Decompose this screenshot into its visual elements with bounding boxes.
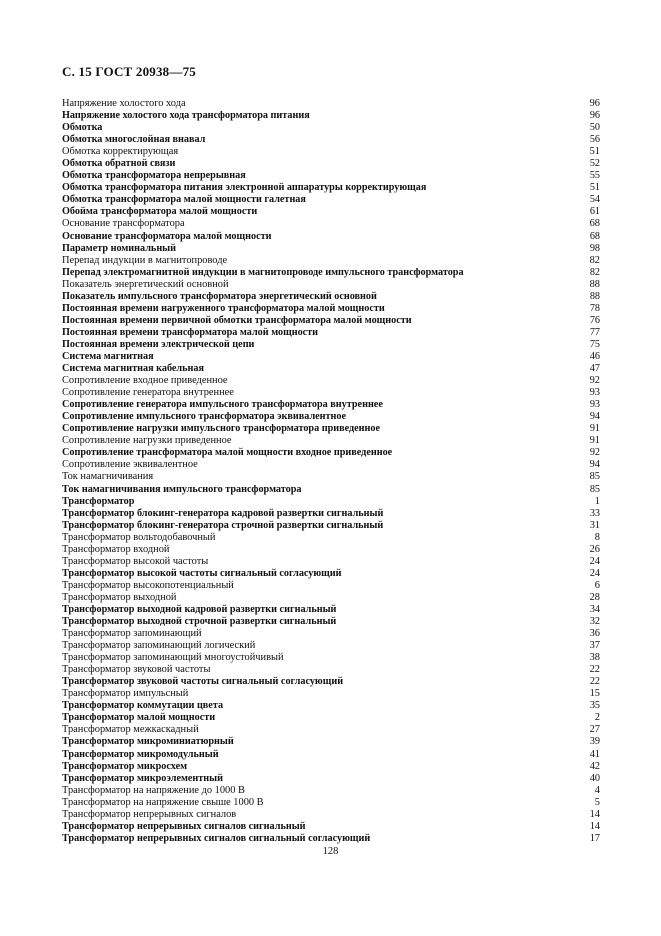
index-page-ref: 88: [589, 290, 600, 302]
index-term: Трансформатор запоминающий: [62, 628, 202, 640]
index-entry: [62, 532, 600, 544]
index-page-ref: 76: [589, 314, 600, 326]
index-term: Трансформатор импульсный: [62, 688, 189, 700]
index-entry: [62, 146, 600, 158]
index-entry: [62, 592, 600, 604]
index-page-ref: 96: [589, 98, 600, 109]
index-page-ref: 5: [594, 796, 600, 808]
index-page-ref: 24: [589, 567, 600, 579]
index-term: Трансформатор запоминающий логический: [62, 640, 256, 652]
index-term: Трансформатор непрерывных сигналов сигнальный согласующий: [62, 832, 371, 844]
index-term: Параметр номинальный: [62, 242, 177, 254]
index-page-ref: 4: [594, 784, 600, 796]
index-term: Ток намагничивания импульсного трансформатора: [62, 483, 302, 495]
index-term: Сопротивление генератора импульсного трансформатора внутреннее: [62, 399, 383, 411]
index-entry: [62, 303, 600, 315]
index-entry: [62, 736, 600, 748]
index-page-ref: 75: [589, 338, 600, 350]
index-entry: [62, 110, 600, 122]
index-page-ref: 47: [589, 363, 600, 375]
index-entry: [62, 98, 600, 110]
index-entry: [62, 520, 600, 532]
index-term: Трансформатор выходной: [62, 591, 177, 603]
index-entry: [62, 399, 600, 411]
index-term: Трансформатор звуковой частоты сигнальный согласующий: [62, 676, 344, 688]
index-term: Трансформатор высокопотенциальный: [62, 579, 234, 591]
index-page-ref: 98: [589, 242, 600, 254]
index-page-ref: 50: [589, 122, 600, 134]
index-entry: [62, 387, 600, 399]
index-page-ref: 56: [589, 134, 600, 146]
index-entry: [62, 170, 600, 182]
index-entry: [62, 785, 600, 797]
index-page-ref: 40: [589, 772, 600, 784]
index-term: Обмотка многослойная внавал: [62, 134, 206, 146]
index-page-ref: 46: [589, 350, 600, 362]
index-term: Трансформатор вольтодобавочный: [62, 531, 216, 543]
index-page-ref: 51: [589, 182, 600, 194]
index-term: Трансформатор микросхем: [62, 760, 188, 772]
index-entry: [62, 773, 600, 785]
index-term: Трансформатор микромодульный: [62, 748, 219, 760]
index-term: Система магнитная кабельная: [62, 363, 205, 375]
index-page-ref: 61: [589, 206, 600, 218]
index-page-ref: 91: [589, 423, 600, 435]
index-page-ref: 26: [589, 543, 600, 555]
index-term: Трансформатор межкаскадный: [62, 724, 199, 736]
index-entry: [62, 218, 600, 230]
index-page-ref: 17: [589, 832, 600, 844]
index-entry: [62, 327, 600, 339]
index-entry: [62, 471, 600, 483]
index-list: [62, 98, 600, 845]
index-page-ref: 37: [589, 640, 600, 652]
index-page-ref: 41: [589, 748, 600, 760]
index-term: Трансформатор запоминающий многоустойчивый: [62, 652, 284, 664]
index-entry: [62, 724, 600, 736]
index-entry: [62, 508, 600, 520]
index-term: Напряжение холостого хода трансформатора питания: [62, 110, 310, 122]
index-page-ref: 93: [589, 387, 600, 399]
index-term: Трансформатор непрерывных сигналов сигнальный: [62, 820, 306, 832]
index-entry: [62, 206, 600, 218]
index-term: Обмотка: [62, 122, 103, 134]
index-term: Трансформатор блокинг-генератора кадровой развертки сигнальный: [62, 507, 384, 519]
index-page-ref: 33: [589, 507, 600, 519]
index-term: Трансформатор непрерывных сигналов: [62, 808, 237, 820]
index-entry: [62, 616, 600, 628]
index-page-ref: 51: [589, 146, 600, 158]
index-term: Обмотка трансформатора малой мощности галетная: [62, 194, 306, 206]
index-page-ref: 31: [589, 519, 600, 531]
index-page-ref: 24: [589, 555, 600, 567]
index-page-ref: 54: [589, 194, 600, 206]
index-entry: [62, 339, 600, 351]
index-entry: [62, 423, 600, 435]
index-page-ref: 55: [589, 170, 600, 182]
index-term: Трансформатор микроэлементный: [62, 772, 223, 784]
index-term: Трансформатор высокой частоты сигнальный согласующий: [62, 567, 342, 579]
index-page-ref: 92: [589, 375, 600, 387]
index-entry: [62, 375, 600, 387]
index-term: Обмотка трансформатора питания электронной аппаратуры корректирующая: [62, 182, 427, 194]
index-page-ref: 91: [589, 435, 600, 447]
index-entry: [62, 761, 600, 773]
index-term: Постоянная времени трансформатора малой мощности: [62, 326, 319, 338]
index-term: Обойма трансформатора малой мощности: [62, 206, 258, 218]
index-term: Сопротивление нагрузки приведенное: [62, 435, 232, 447]
index-entry: [62, 459, 600, 471]
index-term: Трансформатор микроминиатюрный: [62, 736, 234, 748]
index-term: Трансформатор малой мощности: [62, 712, 216, 724]
index-entry: [62, 447, 600, 459]
index-entry: [62, 122, 600, 134]
index-page-ref: 85: [589, 471, 600, 483]
index-entry: [62, 700, 600, 712]
index-term: Постоянная времени нагруженного трансформатора малой мощности: [62, 302, 385, 314]
index-entry: [62, 604, 600, 616]
index-entry: [62, 243, 600, 255]
index-term: Сопротивление импульсного трансформатора эквивалентное: [62, 411, 347, 423]
index-term: Трансформатор на напряжение свыше 1000 В: [62, 796, 264, 808]
index-page-ref: 36: [589, 628, 600, 640]
index-term: Трансформатор звуковой частоты: [62, 664, 211, 676]
index-term: Перепад индукции в магнитопроводе: [62, 254, 228, 266]
index-page-ref: 82: [589, 266, 600, 278]
index-term: Трансформатор выходной кадровой развертки сигнальный: [62, 603, 337, 615]
index-entry: [62, 664, 600, 676]
index-entry: [62, 315, 600, 327]
index-term: Трансформатор высокой частоты: [62, 555, 209, 567]
index-entry: [62, 544, 600, 556]
index-page-ref: 2: [594, 712, 600, 724]
index-entry: [62, 363, 600, 375]
index-entry: [62, 484, 600, 496]
index-page-ref: 77: [589, 326, 600, 338]
index-entry: [62, 291, 600, 303]
index-page-ref: 22: [589, 676, 600, 688]
index-term: Показатель энергетический основной: [62, 278, 229, 290]
index-page-ref: 35: [589, 700, 600, 712]
index-entry: [62, 580, 600, 592]
index-entry: [62, 809, 600, 821]
index-entry: [62, 676, 600, 688]
index-entry: [62, 833, 600, 845]
index-entry: [62, 267, 600, 279]
index-entry: [62, 640, 600, 652]
index-term: Трансформатор на напряжение до 1000 В: [62, 784, 245, 796]
index-entry: [62, 628, 600, 640]
index-entry: [62, 749, 600, 761]
index-term: Трансформатор блокинг-генератора строчной развертки сигнальный: [62, 519, 384, 531]
index-page-ref: 68: [589, 218, 600, 230]
index-page-ref: 15: [589, 688, 600, 700]
index-term: Основание трансформатора малой мощности: [62, 230, 272, 242]
index-entry: [62, 496, 600, 508]
index-term: Сопротивление генератора внутреннее: [62, 387, 234, 399]
index-entry: [62, 255, 600, 267]
index-page-ref: 96: [589, 110, 600, 122]
index-term: Ток намагничивания: [62, 471, 154, 483]
index-entry: [62, 351, 600, 363]
page-header: С. 15 ГОСТ 20938—75: [62, 64, 196, 79]
index-term: Обмотка корректирующая: [62, 146, 179, 158]
index-entry: [62, 411, 600, 423]
index-page-ref: 88: [589, 278, 600, 290]
index-entry: [62, 279, 600, 291]
index-page-ref: 38: [589, 652, 600, 664]
index-page-ref: 42: [589, 760, 600, 772]
index-term: Постоянная времени электрической цепи: [62, 338, 255, 350]
index-page-ref: 94: [589, 411, 600, 423]
index-term: Сопротивление эквивалентное: [62, 459, 198, 471]
index-page-ref: 27: [589, 724, 600, 736]
index-entry: [62, 134, 600, 146]
index-entry: [62, 435, 600, 447]
index-entry: [62, 821, 600, 833]
index-entry: [62, 568, 600, 580]
index-entry: [62, 688, 600, 700]
index-page-ref: 39: [589, 736, 600, 748]
index-term: Напряжение холостого хода: [62, 98, 186, 109]
index-entry: [62, 182, 600, 194]
index-page-ref: 92: [589, 447, 600, 459]
index-term: Перепад электромагнитной индукции в магнитопроводе импульсного трансформатора: [62, 266, 464, 278]
index-entry: [62, 652, 600, 664]
index-page-ref: 32: [589, 616, 600, 628]
index-term: Сопротивление входное приведенное: [62, 375, 228, 387]
index-page-ref: 6: [594, 579, 600, 591]
index-term: Сопротивление нагрузки импульсного трансформатора приведенное: [62, 423, 381, 435]
index-page-ref: 1: [594, 495, 600, 507]
index-term: Трансформатор выходной строчной развертки сигнальный: [62, 616, 337, 628]
index-term: Трансформатор коммутации цвета: [62, 700, 224, 712]
index-entry: [62, 158, 600, 170]
index-term: Постоянная времени первичной обмотки трансформатора малой мощности: [62, 314, 412, 326]
index-entry: [62, 231, 600, 243]
index-entry: [62, 194, 600, 206]
index-term: Обмотка трансформатора непрерывная: [62, 170, 246, 182]
index-term: Основание трансформатора: [62, 218, 185, 230]
index-page-ref: 28: [589, 591, 600, 603]
index-entry: [62, 797, 600, 809]
index-page-ref: 68: [589, 230, 600, 242]
index-term: Трансформатор входной: [62, 543, 170, 555]
index-page-ref: 94: [589, 459, 600, 471]
index-page-ref: 85: [589, 483, 600, 495]
index-page-ref: 34: [589, 603, 600, 615]
index-term: Сопротивление трансформатора малой мощности входное приведенное: [62, 447, 393, 459]
index-term: Обмотка обратной связи: [62, 158, 176, 170]
index-page-ref: 93: [589, 399, 600, 411]
index-page-ref: 14: [589, 820, 600, 832]
index-page-ref: 78: [589, 302, 600, 314]
index-entry: [62, 712, 600, 724]
index-term: Трансформатор: [62, 495, 135, 507]
index-term: Показатель импульсного трансформатора энергетический основной: [62, 290, 377, 302]
index-term: Система магнитная: [62, 350, 154, 362]
index-page-ref: 82: [589, 254, 600, 266]
index-page-ref: 14: [589, 808, 600, 820]
index-page-ref: 52: [589, 158, 600, 170]
index-entry: [62, 556, 600, 568]
index-page-ref: 22: [589, 664, 600, 676]
page-number: 128: [322, 846, 339, 857]
index-page-ref: 8: [594, 531, 600, 543]
